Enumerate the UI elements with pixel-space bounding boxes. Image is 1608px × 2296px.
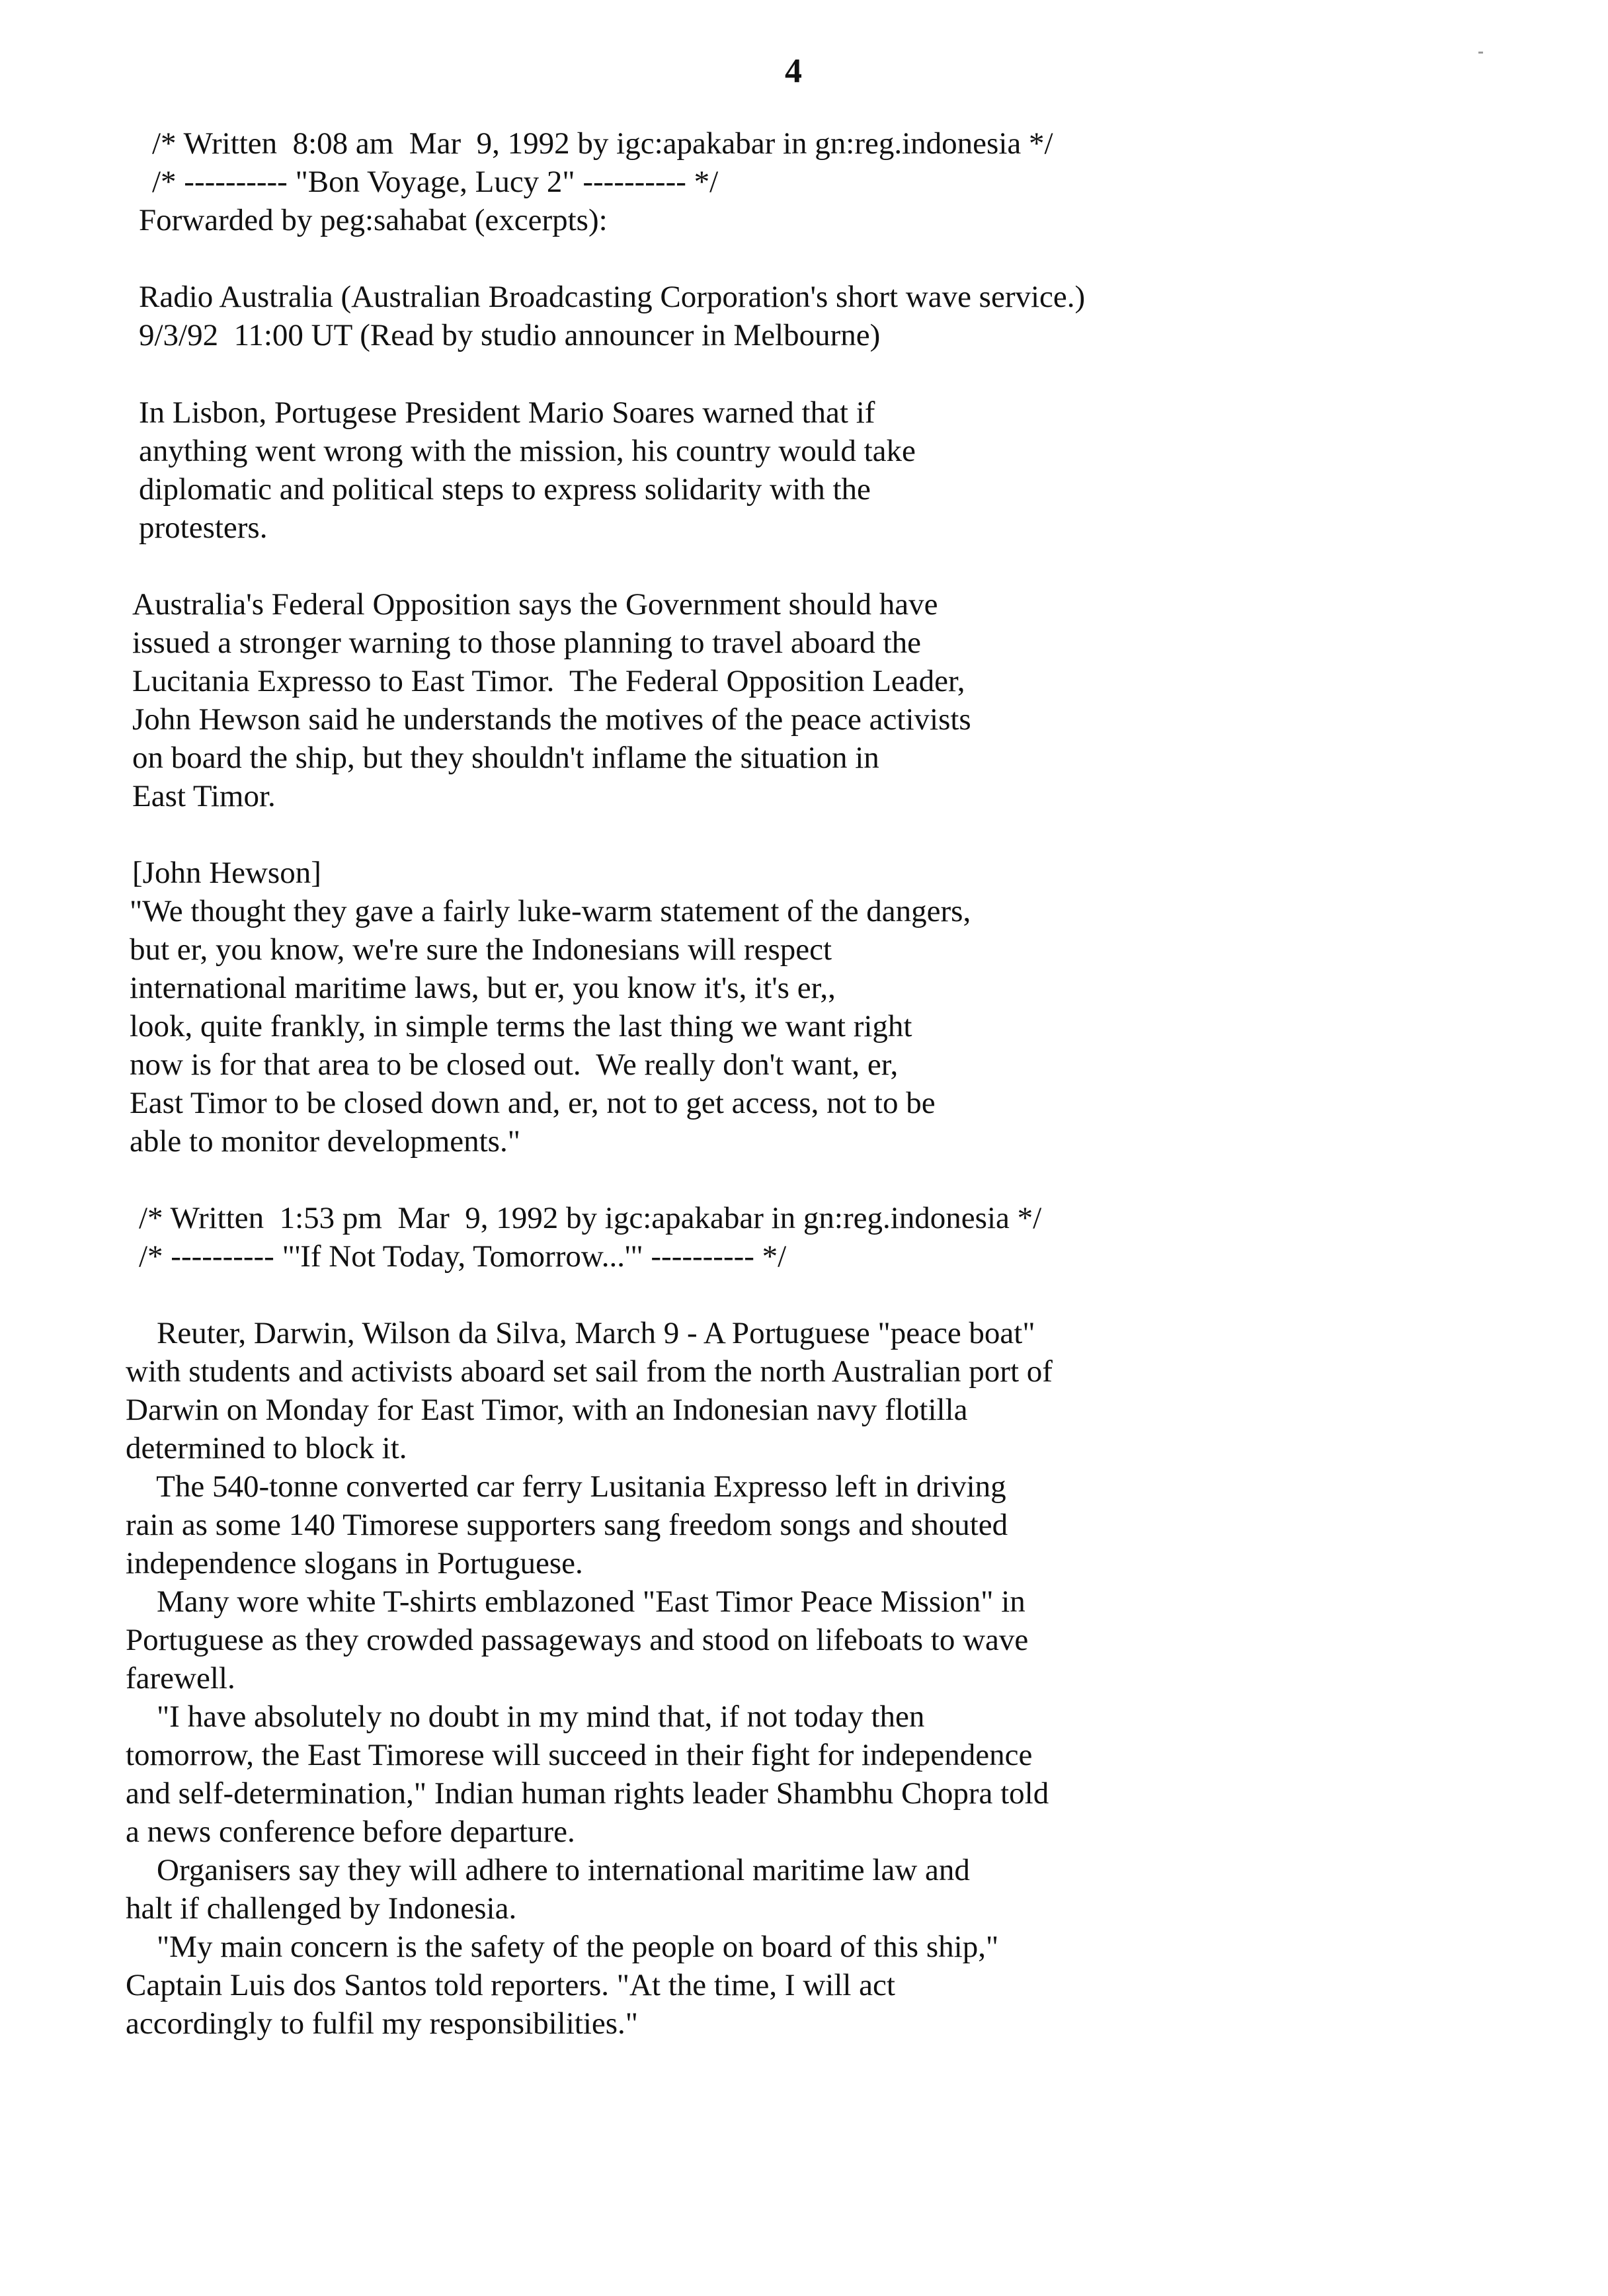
stray-mark (1478, 52, 1483, 54)
quote-line-7: able to monitor developments." (130, 1124, 520, 1159)
reuter-p5-line-1: Organisers say they will adhere to international maritime law and (126, 1853, 970, 1887)
reuter-p2-line-2: rain as some 140 Timorese supporters sang freedom songs and shouted (126, 1508, 1008, 1542)
reuter-p6-line-2: Captain Luis dos Santos told reporters. "At the time, I will act (126, 1968, 895, 2002)
reuter-p4-line-3: and self-determination," Indian human rights leader Shambhu Chopra told (126, 1776, 1049, 1811)
reuter-p6-line-3: accordingly to fulfil my responsibilities." (126, 2006, 638, 2041)
reuter-p4-line-1: "I have absolutely no doubt in my mind that, if not today then (126, 1700, 925, 1734)
quote-line-6: East Timor to be closed down and, er, not to get access, not to be (130, 1086, 936, 1120)
header-2-line-1: /* Written 1:53 pm Mar 9, 1992 by igc:apakabar in gn:reg.indonesia */ (139, 1201, 1042, 1235)
opposition-line-4: John Hewson said he understands the motives of the peace activists (132, 702, 971, 737)
reuter-p3-line-3: farewell. (126, 1661, 235, 1696)
opposition-line-1: Australia's Federal Opposition says the Government should have (132, 587, 938, 622)
lisbon-line-3: diplomatic and political steps to express solidarity with the (139, 472, 871, 507)
quote-speaker: [John Hewson] (132, 856, 321, 890)
opposition-line-3: Lucitania Expresso to East Timor. The Federal Opposition Leader, (132, 664, 965, 698)
opposition-line-2: issued a stronger warning to those planning to travel aboard the (132, 626, 921, 660)
header-1-line-3: Forwarded by peg:sahabat (excerpts): (139, 203, 608, 237)
reuter-p2-line-1: The 540-tonne converted car ferry Lusitania Expresso left in driving (126, 1469, 1006, 1504)
reuter-p1-line-4: determined to block it. (126, 1431, 407, 1465)
reuter-p4-line-4: a news conference before departure. (126, 1815, 575, 1849)
source-line-1: Radio Australia (Australian Broadcasting Corporation's short wave service.) (139, 280, 1086, 314)
reuter-p5-line-2: halt if challenged by Indonesia. (126, 1891, 517, 1926)
reuter-p4-line-2: tomorrow, the East Timorese will succeed in their fight for independence (126, 1738, 1033, 1772)
opposition-line-6: East Timor. (132, 779, 276, 813)
reuter-p1-line-1: Reuter, Darwin, Wilson da Silva, March 9 - A Portuguese "peace boat" (126, 1316, 1035, 1350)
reuter-p1-line-2: with students and activists aboard set sail from the north Australian port of (126, 1354, 1053, 1389)
quote-line-4: look, quite frankly, in simple terms the last thing we want right (130, 1009, 912, 1044)
reuter-p2-line-3: independence slogans in Portuguese. (126, 1546, 583, 1580)
page-number: 4 (785, 52, 802, 90)
header-1-line-2: /* ---------- "Bon Voyage, Lucy 2" ---------- */ (152, 165, 719, 199)
source-line-2: 9/3/92 11:00 UT (Read by studio announcer in Melbourne) (139, 318, 881, 352)
quote-line-3: international maritime laws, but er, you know it's, it's er,, (130, 971, 836, 1005)
reuter-p1-line-3: Darwin on Monday for East Timor, with an Indonesian navy flotilla (126, 1393, 968, 1427)
header-1-line-1: /* Written 8:08 am Mar 9, 1992 by igc:apakabar in gn:reg.indonesia */ (152, 126, 1053, 161)
quote-line-5: now is for that area to be closed out. We really don't want, er, (130, 1047, 899, 1082)
reuter-p3-line-1: Many wore white T-shirts emblazoned "East Timor Peace Mission" in (126, 1584, 1025, 1619)
reuter-p6-line-1: "My main concern is the safety of the people on board of this ship," (126, 1930, 999, 1964)
reuter-p3-line-2: Portuguese as they crowded passageways and stood on lifeboats to wave (126, 1623, 1029, 1657)
quote-line-1: "We thought they gave a fairly luke-warm statement of the dangers, (130, 894, 971, 928)
header-2-line-2: /* ---------- "'If Not Today, Tomorrow...'" ---------- */ (139, 1239, 787, 1274)
quote-line-2: but er, you know, we're sure the Indonesians will respect (130, 932, 832, 967)
lisbon-line-1: In Lisbon, Portugese President Mario Soares warned that if (139, 395, 875, 430)
lisbon-line-4: protesters. (139, 511, 268, 545)
opposition-line-5: on board the ship, but they shouldn't inflame the situation in (132, 741, 879, 775)
lisbon-line-2: anything went wrong with the mission, his country would take (139, 434, 916, 468)
